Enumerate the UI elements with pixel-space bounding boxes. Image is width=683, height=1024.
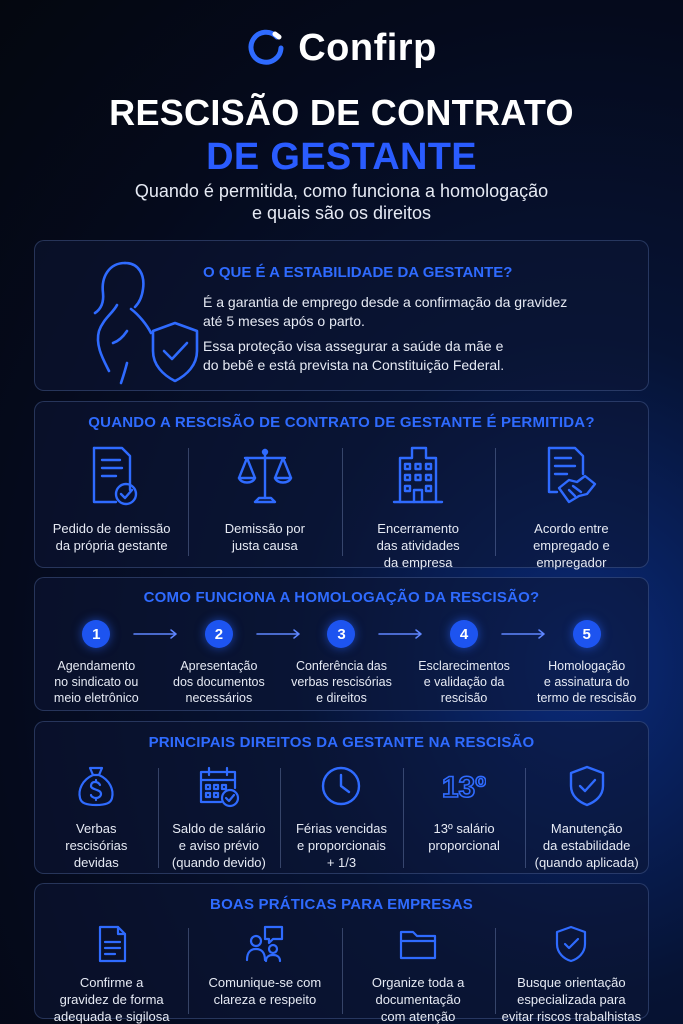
label-line: meio eletrônico [53,691,139,705]
rights-label [428,820,500,854]
rights-list [35,764,648,871]
label-line: (quando aplicada) [534,855,639,870]
label-line: (quando devido) [171,855,266,870]
label-line: das atividades [376,538,460,553]
label-line: Verbas [76,821,117,836]
label-line: e assinatura do [543,675,630,689]
rights-card [34,721,649,874]
label-line: da própria gestante [55,538,168,553]
label-line: proporcional [428,838,500,853]
permitted-label [377,520,460,571]
step-label [418,658,510,706]
practices-item [188,924,341,1024]
brand-logo [0,22,683,74]
homologation-steps [35,620,648,706]
label-line: e validação da [423,675,505,689]
label-line: adequada e sigilosa [53,1009,170,1024]
rights-item [158,764,281,871]
rights-item [280,764,403,871]
text-line: Essa proteção visa assegurar a saúde da mãe e [203,338,504,354]
label-line: Pedido de demissão [52,521,171,536]
label-line: da estabilidade [542,838,631,853]
permitted-label [53,520,171,554]
label-line: documentação [375,992,461,1007]
step-number: 2 [205,620,233,648]
label-line: e direitos [316,691,367,705]
clock-icon [319,764,363,808]
brand-name: Confirp [298,26,437,69]
label-line: com atenção [380,1009,456,1024]
practices-item [342,924,495,1024]
permitted-item [495,442,648,571]
rights-label [535,820,639,871]
label-line: Demissão por [224,521,305,536]
label-line: devidas [73,855,119,870]
text-line: até 5 meses após o parto. [203,313,365,329]
subtitle-line: e quais são os direitos [251,203,432,223]
label-line: e aviso prévio [178,838,259,853]
label-line: gravidez de forma [59,992,164,1007]
practices-item [495,924,648,1024]
page-subtitle [0,180,683,224]
text-line: do bebê e está prevista na Constituição Federal. [203,357,505,373]
thirteenth-glyph: 13º [442,771,487,804]
permitted-item [35,442,188,571]
practices-item [35,924,188,1024]
building-icon [386,444,450,508]
homologation-card [34,577,649,711]
practices-label [502,974,641,1024]
label-line: especializada para [517,992,626,1007]
practices-card [34,883,649,1024]
label-line: rescisórias [65,838,128,853]
label-line: clareza e respeito [213,992,317,1007]
permitted-item [188,442,341,571]
label-line: Confirme a [79,975,144,990]
label-line: Comunique-se com [208,975,322,990]
label-line: Férias vencidas [295,821,387,836]
label-line: 13º salário [433,821,495,836]
handshake-document-icon [539,444,603,508]
label-line: rescisão [440,691,488,705]
step-label [291,658,392,706]
folder-icon [398,924,438,964]
label-line: Agendamento [57,659,136,673]
label-line: Acordo entre [534,521,609,536]
label-line: da empresa [383,555,453,570]
step-item [525,620,648,706]
stability-paragraph-2 [203,337,504,375]
label-line: termo de rescisão [536,691,637,705]
step-number: 3 [327,620,355,648]
label-line: empregado e [533,538,610,553]
rights-item [403,764,526,871]
permitted-label [225,520,305,554]
money-bag-icon [74,764,118,808]
practices-list [35,924,648,1024]
document-icon [92,924,132,964]
label-line: empregador [536,555,607,570]
label-line: no sindicato ou [54,675,139,689]
confirp-logo-icon [246,28,286,68]
page-title-line2: DE GESTANTE [206,136,477,178]
label-line: Manutenção [550,821,623,836]
step-label [54,658,139,706]
shield-check-icon [551,924,591,964]
stability-card [34,240,649,391]
page-title-line1: RESCISÃO DE CONTRATO [109,92,574,133]
step-item [280,620,403,706]
practices-label [209,974,322,1008]
rights-title: PRINCIPAIS DIREITOS DA GESTANTE NA RESCISÃO [148,734,535,751]
practices-title: BOAS PRÁTICAS PARA EMPRESAS [210,896,473,913]
label-line: evitar riscos trabalhistas [501,1009,642,1024]
step-number: 5 [573,620,601,648]
label-line: necessários [185,691,253,705]
label-line: Esclarecimentos [418,659,510,673]
shield-check-icon [565,764,609,808]
thirteenth-icon [442,764,486,808]
calendar-check-icon [197,764,241,808]
label-line: Saldo de salário [172,821,266,836]
rights-item [35,764,158,871]
stability-title: O QUE É A ESTABILIDADE DA GESTANTE? [203,264,513,281]
rights-label [172,820,266,871]
practices-label [54,974,170,1024]
stability-paragraph-1 [203,293,567,331]
chat-people-icon [245,924,285,964]
subtitle-line: Quando é permitida, como funciona a homologação [134,181,549,201]
label-line: Apresentação [180,659,258,673]
label-line: + 1/3 [326,855,357,870]
label-line: dos documentos [173,675,265,689]
label-line: Busque orientação [517,975,626,990]
text-line: É a garantia de emprego desde a confirmação da gravidez [203,294,568,310]
label-line: Organize toda a [371,975,465,990]
step-label [537,658,636,706]
step-item [403,620,526,706]
label-line: e proporcionais [297,838,386,853]
step-label [173,658,265,706]
rights-label [65,820,127,871]
permitted-card [34,401,649,568]
rights-label [296,820,387,871]
label-line: Homologação [548,659,626,673]
label-line: Encerramento [377,521,459,536]
rights-item [525,764,648,871]
permitted-list [35,442,648,571]
permitted-item [342,442,495,571]
label-line: verbas rescisórias [291,675,392,689]
scales-icon [233,444,297,508]
permitted-title: QUANDO A RESCISÃO DE CONTRATO DE GESTANTE É PERMITIDA? [88,414,595,431]
label-line: justa causa [231,538,298,553]
step-number: 1 [82,620,110,648]
homologation-title: COMO FUNCIONA A HOMOLOGAÇÃO DA RESCISÃO? [143,589,540,606]
label-line: Conferência das [295,659,387,673]
document-check-icon [80,444,144,508]
permitted-label [533,520,610,571]
practices-label [372,974,465,1024]
pregnant-woman-shield-icon [73,251,223,386]
step-item [158,620,281,706]
step-item [35,620,158,706]
step-number: 4 [450,620,478,648]
